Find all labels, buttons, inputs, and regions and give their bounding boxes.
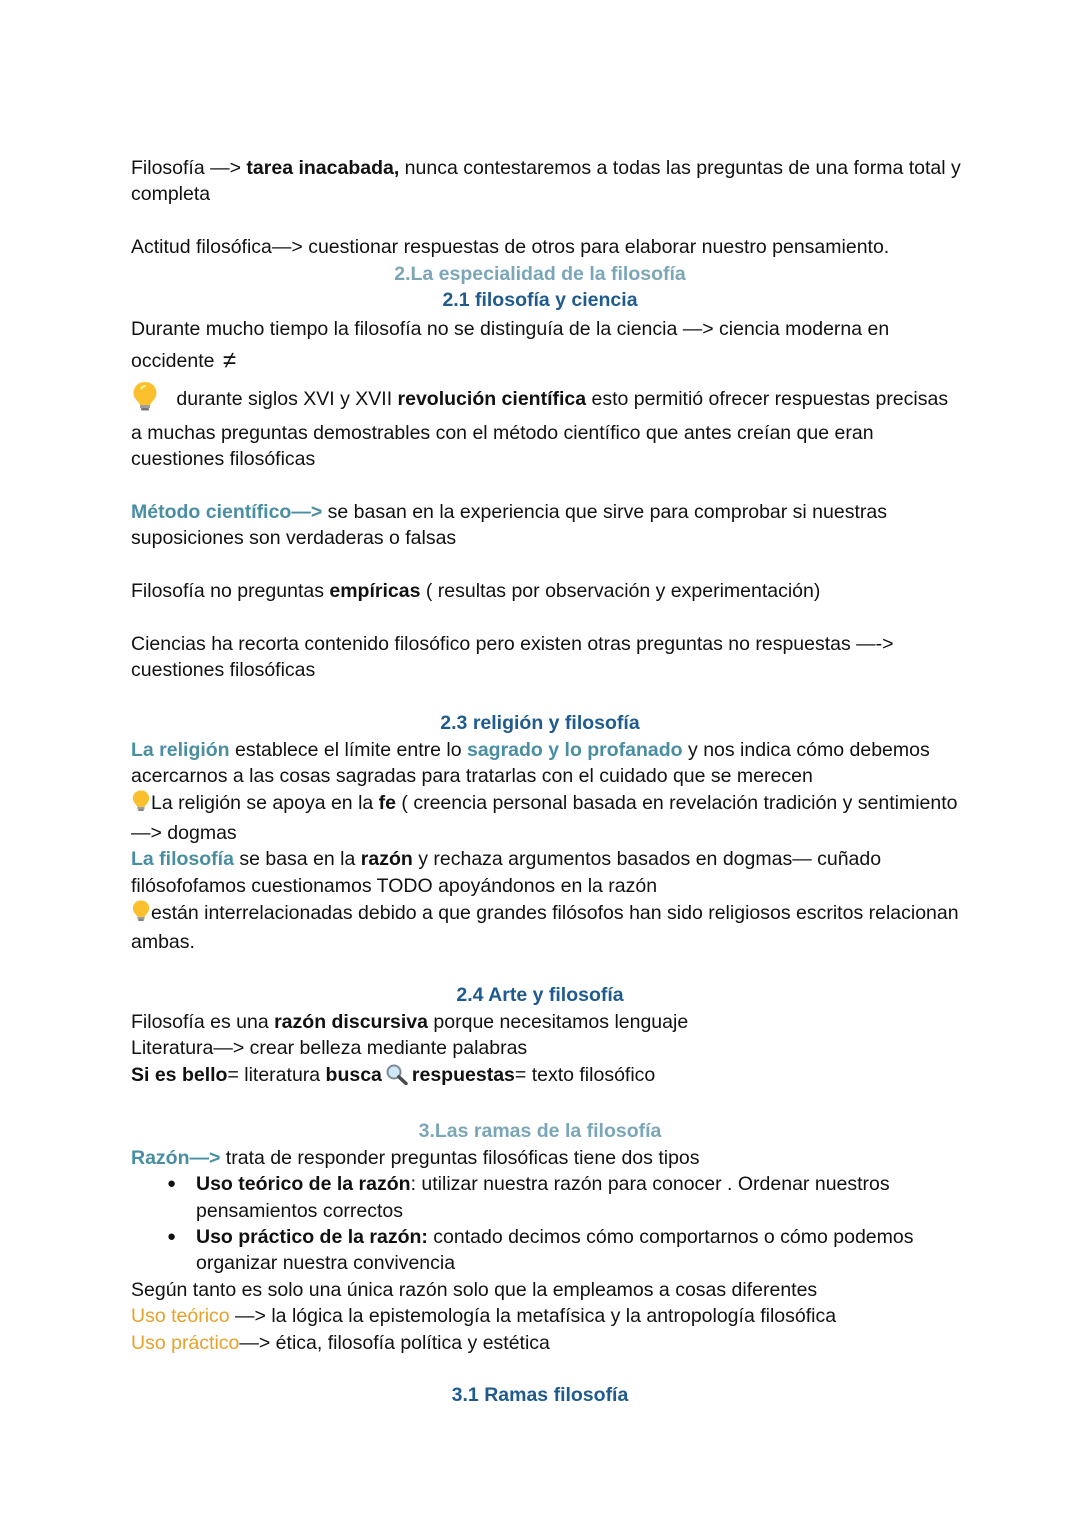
single-reason-paragraph: Según tanto es solo una única razón solo que la empleamos a cosas diferentes (131, 1278, 818, 1301)
lightbulb-icon (131, 899, 151, 929)
reason-paragraph: Razón—> trata de responder preguntas filosóficas tiene dos tipos (131, 1146, 700, 1169)
religion-paragraph-2: La religión se apoya en la fe ( creencia personal basada en revelación tradición y sentimiento —> dogmas (131, 789, 961, 846)
sciences-paragraph: Ciencias ha recorta contenido filosófico pero existen otras preguntas no respuestas —-> cuestiones filosóficas (131, 633, 894, 682)
intro-paragraph-1: Filosofía —> tarea inacabada, nunca contestaremos a todas las preguntas de una forma total y completa (131, 157, 961, 206)
interrelated-paragraph: están interrelacionadas debido a que grandes filósofos han sido religiosos escritos relacionan ambas. (131, 899, 961, 956)
scientific-method-paragraph: Método científico—> se basan en la experiencia que sirve para comprobar si nuestras suposiciones son verdaderas o falsas (131, 501, 887, 550)
subsection-heading-2-1: 2.1 filosofía y ciencia (442, 289, 638, 312)
subsection-heading-2-3: 2.3 religión y filosofía (440, 712, 640, 735)
lightbulb-icon (131, 380, 159, 419)
subsection-heading-3-1: 3.1 Ramas filosofía (451, 1384, 629, 1407)
philosophy-paragraph: La filosofía se basa en la razón y rechaza argumentos basados en dogmas— cuñado filósofofamos cuestionamos TODO apoyándonos en la razón (131, 848, 882, 897)
reason-uses-list (131, 1171, 961, 1277)
list-item: ● Uso teórico de la razón: utilizar nuestra razón para conocer . Ordenar nuestros pensamientos correctos (131, 1171, 961, 1224)
section-heading-2: 2.La especialidad de la filosofía (394, 262, 686, 285)
art-paragraph-3: Si es bello= literatura busca respuestas= texto filosófico (131, 1062, 961, 1092)
intro-paragraph-2: Actitud filosófica—> cuestionar respuestas de otros para elaborar nuestro pensamiento. (131, 236, 890, 259)
empirical-paragraph: Filosofía no preguntas empíricas ( resultas por observación y experimentación) (131, 580, 821, 603)
religion-paragraph-1: La religión establece el límite entre lo sagrado y lo profanado y nos indica cómo debemos acercarnos a las cosas sagradas para tratarlas con el cuidado que se merecen (131, 738, 930, 788)
art-paragraph-1: Filosofía es una razón discursiva porque necesitamos lenguaje (131, 1010, 689, 1033)
art-paragraph-2: Literatura—> crear belleza mediante palabras (131, 1037, 528, 1060)
theoretical-use-paragraph: Uso teórico —> la lógica la epistemología la metafísica y la antropología filosófica (131, 1305, 837, 1328)
magnifying-glass-icon (385, 1063, 409, 1092)
list-item: ● Uso práctico de la razón: contado decimos cómo comportarnos o cómo podemos organizar nuestra convivencia (131, 1224, 961, 1277)
lightbulb-icon (131, 789, 151, 819)
science-paragraph-1: Durante mucho tiempo la filosofía no se distinguía de la ciencia —> ciencia moderna en occidente ≠ (131, 318, 890, 375)
document-content (131, 155, 961, 1409)
science-paragraph-2: durante siglos XVI y XVII revolución científica esto permitió ofrecer respuestas precisas a muchas preguntas demostrables con el método científico que antes creían que eran cuestiones filosóficas (131, 380, 961, 472)
subsection-heading-2-4: 2.4 Arte y filosofía (456, 984, 624, 1007)
not-equal-sign: ≠ (222, 347, 237, 375)
practical-use-paragraph: Uso práctico—> ética, filosofía política y estética (131, 1331, 550, 1354)
section-heading-3: 3.Las ramas de la filosofía (418, 1120, 662, 1143)
